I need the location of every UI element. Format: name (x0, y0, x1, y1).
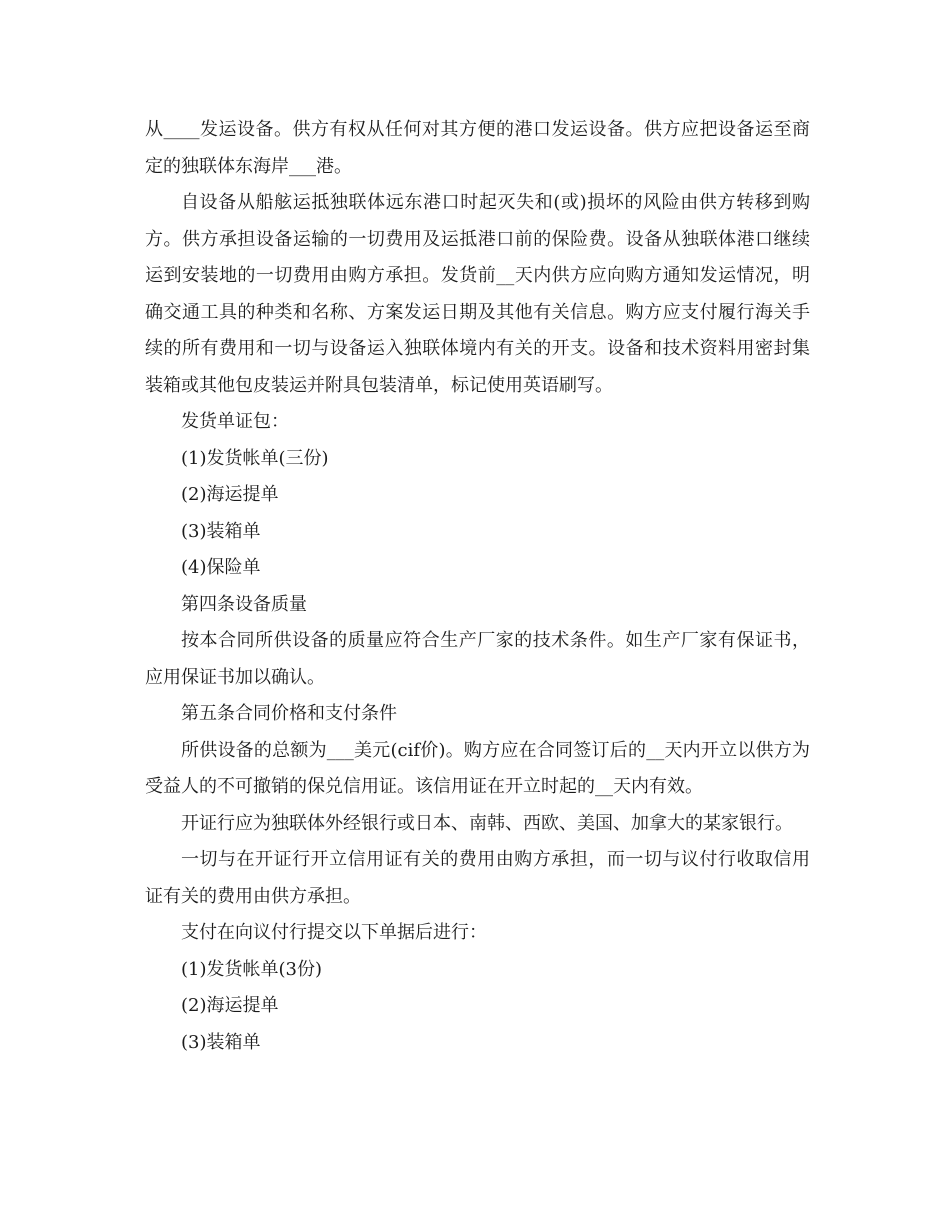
paragraph: 一切与在开证行开立信用证有关的费用由购方承担，而一切与议付行收取信用证有关的费用由供方承担。 (145, 849, 810, 907)
document-body (145, 112, 810, 1061)
paragraph: 支付在向议付行提交以下单据后进行： (181, 922, 487, 943)
section-heading: 第五条合同价格和支付条件 (181, 703, 397, 724)
list-item: (2)海运提单 (181, 484, 279, 505)
list-item: (3)装箱单 (181, 520, 261, 542)
paragraph: 发货单证包： (181, 411, 289, 432)
list-item: (1)发货帐单(3份) (181, 958, 322, 980)
paragraph: 开证行应为独联体外经银行或日本、南韩、西欧、美国、加拿大的某家银行。 (181, 812, 793, 834)
list-item: (4)保险单 (181, 557, 261, 578)
list-item: (3)装箱单 (181, 1031, 261, 1053)
section-heading: 第四条设备质量 (181, 593, 307, 615)
list-item: (1)发货帐单(三份) (181, 447, 329, 469)
paragraph: 按本合同所供设备的质量应符合生产厂家的技术条件。如生产厂家有保证书，应用保证书加以确认。 (145, 630, 810, 688)
list-item: (2)海运提单 (181, 995, 279, 1016)
paragraph: 所供设备的总额为___美元(cif价)。购方应在合同签订后的__天内开立以供方为受益人的不可撤销的保兑信用证。该信用证在开立时起的__天内有效。 (145, 739, 810, 797)
paragraph: 从____发运设备。供方有权从任何对其方便的港口发运设备。供方应把设备运至商定的独联体东海岸___港。 (145, 119, 810, 177)
paragraph: 自设备从船舷运抵独联体远东港口时起灭失和(或)损坏的风险由供方转移到购方。供方承担设备运输的一切费用及运抵港口前的保险费。设备从独联体港口继续运到安装地的一切费用由购方承担。发货前__天内供方应向购方通知发运情况，明确交通工具的种类和名称、方案发运日期及其他有关信息。购方应支付履行海关手续的所有费用和一切与设备运入独联体境内有关的开支。设备和技术资料用密封集装箱或其他包皮装运并附具包装清单，标记使用英语刷写。 (145, 192, 810, 396)
